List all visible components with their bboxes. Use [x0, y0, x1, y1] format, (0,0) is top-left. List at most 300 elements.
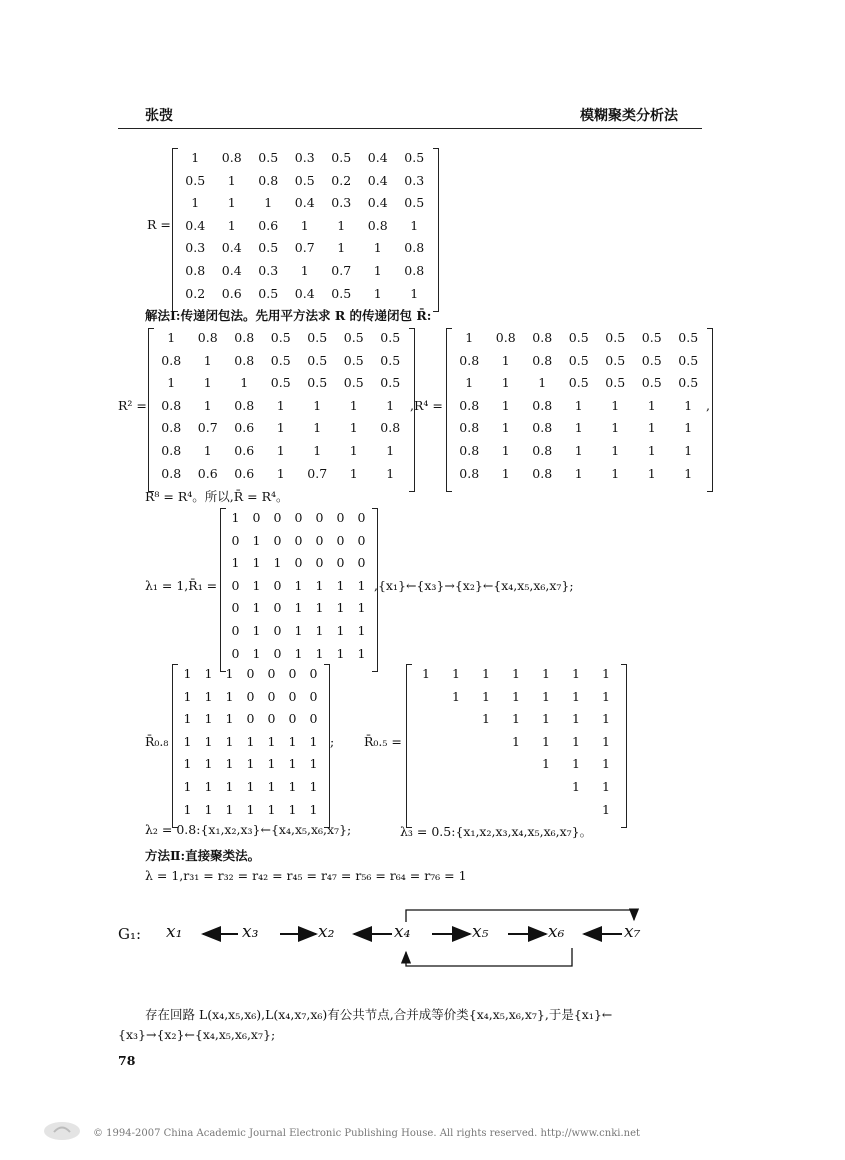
matrix-cell: 0: [231, 600, 240, 616]
matrix-R2: [148, 328, 414, 490]
matrix-cell: 1: [288, 779, 297, 794]
matrix-cell: 0: [309, 688, 318, 704]
matrix-cell: 1: [204, 756, 213, 772]
matrix-cell: 1: [183, 756, 192, 772]
matrix-cell: 1: [225, 688, 234, 704]
matrix-cell: 1: [204, 733, 213, 749]
matrix-cell: 0: [273, 600, 282, 616]
matrix-cell: 0.3: [294, 150, 315, 165]
matrix-cell: 1: [482, 711, 490, 727]
matrix-cell: 1: [267, 756, 276, 772]
footer-copyright: © 1994-2007 China Academic Journal Electronic Publishing House. All rights reserved. http://www.cnki.net: [93, 1128, 641, 1139]
matrix-cell: 1: [602, 688, 610, 704]
matrix-cell: 1: [602, 666, 610, 681]
matrix-cell: 1: [482, 688, 490, 704]
matrix-cell: 1: [294, 623, 303, 638]
matrix-cell: 1: [267, 779, 276, 794]
matrix-cell: 1: [611, 443, 620, 458]
matrix-cell: 0.5: [678, 330, 699, 345]
cnki-logo: [42, 1120, 82, 1142]
matrix-cell: 0.8: [532, 352, 553, 368]
matrix-cell: 1: [227, 172, 236, 188]
matrix-cell: 0: [231, 623, 240, 638]
matrix-cell: 0.8: [459, 397, 480, 413]
matrix-cell: 1: [276, 397, 285, 413]
matrix-R-label: R =: [147, 217, 171, 232]
matrix-cell: 0: [231, 532, 240, 548]
matrix-cell: 0.8: [532, 330, 553, 345]
matrix-cell: 0.5: [331, 150, 352, 165]
matrix-cell: 0.5: [343, 330, 364, 345]
matrix-cell: 0: [288, 666, 297, 681]
matrix-cell: 1: [267, 733, 276, 749]
matrix-cell: 1: [512, 733, 520, 749]
paragraph-line-1: 存在回路 L(x₄,x₅,x₆),L(x₄,x₇,x₆)有公共节点,合并成等价类{x₄,x₅,x₆,x₇},于是{x₁}←: [145, 1007, 613, 1022]
matrix-cell: 1: [276, 420, 285, 436]
matrix-cell: 0.5: [270, 352, 291, 368]
matrix-cell: 1: [501, 397, 510, 413]
matrix-cell: 0: [246, 688, 255, 704]
matrix-cell: 0.5: [331, 285, 352, 301]
matrix-cell: 0.8: [532, 443, 553, 458]
matrix-cell: 1: [336, 623, 345, 638]
matrix-cell: 1: [647, 420, 656, 436]
matrix-cell: 1: [300, 217, 309, 233]
matrix-cell: 1: [574, 443, 583, 458]
matrix-cell: 0.2: [185, 285, 206, 301]
matrix-cell: 1: [246, 801, 255, 817]
matrix-cell: 1: [452, 688, 460, 704]
matrix-cell: 1: [482, 666, 490, 681]
matrix-cell: 0.7: [307, 465, 328, 481]
matrix-cell: 0.8: [495, 330, 516, 345]
matrix-cell: 0.5: [404, 150, 425, 165]
lambda2-result: λ₂ = 0.8:{x₁,x₂,x₃}←{x₄,x₅,x₆,x₇};: [145, 822, 352, 837]
matrix-cell: 0.5: [605, 330, 626, 345]
matrix-cell: 1: [337, 217, 346, 233]
matrix-cell: 1: [422, 666, 430, 681]
matrix-cell: 1: [227, 217, 236, 233]
matrix-cell: 0.6: [234, 420, 255, 436]
matrix-cell: 1: [191, 195, 200, 211]
matrix-cell: 0.5: [678, 375, 699, 391]
matrix-cell: 1: [252, 645, 261, 661]
matrix-cell: 1: [267, 801, 276, 817]
matrix-cell: 0: [336, 555, 345, 571]
matrix-cell: 0.3: [185, 240, 206, 256]
matrix-cell: 0: [357, 555, 366, 571]
header-author: 张弢: [145, 108, 173, 124]
matrix-cell: 1: [167, 375, 176, 391]
matrix-cell: 0.4: [367, 195, 388, 211]
matrix-cell: 1: [315, 577, 324, 593]
matrix-cell: 0.7: [294, 240, 315, 256]
matrix-cell: 1: [501, 420, 510, 436]
matrix-cell: 1: [373, 240, 382, 256]
matrix-cell: 1: [246, 779, 255, 794]
matrix-cell: 1: [602, 801, 610, 817]
matrix-cell: 1: [183, 779, 192, 794]
matrix-cell: 1: [309, 733, 318, 749]
matrix-cell: 1: [542, 688, 550, 704]
matrix-cell: 0.8: [161, 465, 182, 481]
matrix-cell: 0: [267, 666, 276, 681]
matrix-cell: 1: [225, 779, 234, 794]
matrix-cell: 1: [294, 600, 303, 616]
matrix-cell: 0: [267, 688, 276, 704]
graph-node: x₇: [624, 922, 641, 942]
matrix-cell: 1: [572, 688, 580, 704]
lambda08-tail: ;: [330, 734, 335, 749]
matrix-cell: 0: [315, 555, 324, 571]
matrix-cell: 0.5: [307, 375, 328, 391]
matrix-cell: 0: [294, 555, 303, 571]
matrix-cell: 1: [538, 375, 547, 391]
matrix-lambda05: [406, 664, 626, 826]
matrix-cell: 0.6: [234, 443, 255, 458]
matrix-cell: 1: [225, 666, 234, 681]
matrix-cell: 0: [288, 711, 297, 727]
matrix-cell: 1: [246, 733, 255, 749]
matrix-cell: 1: [183, 733, 192, 749]
matrix-cell: 1: [572, 756, 580, 772]
matrix-cell: 0.5: [270, 375, 291, 391]
matrix-cell: 1: [602, 779, 610, 794]
matrix-cell: 0: [273, 623, 282, 638]
matrix-cell: 0.8: [161, 397, 182, 413]
matrix-cell: 1: [684, 397, 693, 413]
matrix-cell: 1: [501, 375, 510, 391]
graph-node: x₅: [472, 922, 489, 942]
matrix-cell: 1: [542, 666, 550, 681]
matrix-cell: 1: [225, 756, 234, 772]
matrix-cell: 0: [273, 577, 282, 593]
matrix-cell: 0: [357, 532, 366, 548]
matrix-cell: 1: [315, 645, 324, 661]
matrix-cell: 0: [315, 510, 324, 525]
method1-text: 解法Ⅰ:传递闭包法。先用平方法求 R 的传递闭包 R̄:: [145, 308, 432, 323]
matrix-cell: 0.6: [234, 465, 255, 481]
matrix-cell: 1: [410, 217, 419, 233]
matrix-cell: 1: [572, 711, 580, 727]
matrix-cell: 1: [252, 577, 261, 593]
matrix-cell: 1: [294, 577, 303, 593]
matrix-cell: 1: [167, 330, 176, 345]
matrix-cell: 0.5: [258, 285, 279, 301]
matrix-cell: 0.8: [380, 420, 401, 436]
matrix-cell: 0.5: [258, 240, 279, 256]
matrix-cell: 1: [501, 352, 510, 368]
matrix-cell: 1: [313, 397, 322, 413]
matrix-cell: 1: [572, 666, 580, 681]
matrix-cell: 1: [386, 465, 395, 481]
matrix-cell: 1: [684, 465, 693, 481]
matrix-lambda1: [220, 508, 377, 670]
header-rule: [118, 128, 702, 129]
matrix-cell: 1: [336, 645, 345, 661]
matrix-cell: 1: [252, 600, 261, 616]
matrix-cell: 0: [273, 532, 282, 548]
matrix-cell: 0: [246, 666, 255, 681]
matrix-cell: 1: [512, 711, 520, 727]
matrix-lambda08: [172, 664, 329, 826]
lambda1-result: ,{x₁}←{x₃}→{x₂}←{x₄,x₅,x₆,x₇};: [374, 578, 574, 593]
matrix-cell: 0.5: [185, 172, 206, 188]
matrix-cell: 1: [611, 420, 620, 436]
page-number: 78: [118, 1053, 136, 1068]
matrix-cell: 0.5: [380, 352, 401, 368]
cnki-logo-icon: [42, 1120, 82, 1142]
matrix-cell: 1: [611, 465, 620, 481]
matrix-cell: 1: [647, 465, 656, 481]
matrix-cell: 1: [203, 352, 212, 368]
matrix-cell: 0.8: [459, 352, 480, 368]
matrix-cell: 1: [315, 600, 324, 616]
edge-x6-x4: [406, 948, 572, 966]
matrix-cell: 0.6: [258, 217, 279, 233]
matrix-right-bracket: [433, 148, 439, 312]
matrix-cell: 1: [336, 600, 345, 616]
graph-node: x₁: [166, 922, 183, 942]
matrix-cell: 1: [288, 801, 297, 817]
matrix-cell: 1: [465, 375, 474, 391]
matrix-cell: 1: [465, 330, 474, 345]
matrix-cell: 1: [183, 666, 192, 681]
matrix-cell: 0.5: [568, 352, 589, 368]
matrix-cell: 0.8: [459, 443, 480, 458]
matrix-cell: 0.5: [605, 352, 626, 368]
matrix-cell: 0.5: [641, 352, 662, 368]
lambda05-label: R̄₀.₅ =: [364, 734, 402, 749]
matrix-cell: 1: [512, 688, 520, 704]
lambda08-label: R̄₀.₈: [145, 734, 169, 749]
matrix-cell: 0: [273, 510, 282, 525]
matrix-cell: 0.8: [532, 420, 553, 436]
method2-title: 方法Ⅱ:直接聚类法。: [145, 848, 261, 863]
matrix-cell: 0.4: [221, 240, 242, 256]
matrix-cell: 0: [246, 711, 255, 727]
matrix-right-bracket: [621, 664, 627, 828]
r8-text: R⁸ = R⁴。所以,R̄ = R⁴。: [145, 489, 289, 504]
matrix-cell: 1: [501, 443, 510, 458]
matrix-cell: 0: [288, 688, 297, 704]
matrix-cell: 1: [373, 285, 382, 301]
matrix-cell: 0.5: [641, 330, 662, 345]
matrix-cell: 1: [300, 263, 309, 278]
matrix-cell: 1: [337, 240, 346, 256]
matrix-cell: 0.5: [380, 375, 401, 391]
matrix-cell: 1: [349, 443, 358, 458]
matrix-cell: 0.5: [343, 352, 364, 368]
matrix-cell: 0.5: [270, 330, 291, 345]
matrix-cell: 1: [252, 555, 261, 571]
matrix-cell: 1: [574, 397, 583, 413]
matrix-cell: 0.5: [294, 172, 315, 188]
paragraph-line-2: {x₃}→{x₂}←{x₄,x₅,x₆,x₇};: [118, 1027, 276, 1042]
matrix-cell: 1: [574, 465, 583, 481]
matrix-cell: 1: [288, 733, 297, 749]
matrix-cell: 1: [183, 801, 192, 817]
matrix-cell: 1: [183, 711, 192, 727]
matrix-cell: 1: [349, 465, 358, 481]
matrix-cell: 1: [203, 375, 212, 391]
matrix-cell: 1: [225, 711, 234, 727]
matrix-cell: 1: [309, 779, 318, 794]
matrix-cell: 0.4: [294, 285, 315, 301]
matrix-cell: 1: [204, 801, 213, 817]
matrix-cell: 0: [309, 711, 318, 727]
matrix-cell: 0.4: [185, 217, 206, 233]
matrix-cell: 0.8: [161, 443, 182, 458]
matrix-cell: 1: [294, 645, 303, 661]
matrix-cell: 1: [204, 779, 213, 794]
matrix-cell: 0: [273, 645, 282, 661]
graph-node: x₂: [318, 922, 335, 942]
matrix-cell: 1: [349, 397, 358, 413]
matrix-cell: 1: [204, 688, 213, 704]
matrix-cell: 1: [602, 756, 610, 772]
matrix-cell: 1: [203, 443, 212, 458]
matrix-cell: 1: [276, 465, 285, 481]
matrix-cell: 1: [309, 756, 318, 772]
matrix-cell: 0: [315, 532, 324, 548]
matrix-cell: 0: [336, 510, 345, 525]
matrix-cell: 0.5: [605, 375, 626, 391]
matrix-cell: 1: [452, 666, 460, 681]
matrix-cell: 1: [386, 397, 395, 413]
matrix-cell: 1: [542, 756, 550, 772]
matrix-cell: 0.8: [367, 217, 388, 233]
matrix-cell: 0.5: [380, 330, 401, 345]
lambda3-result: λ₃ = 0.5:{x₁,x₂,x₃,x₄,x₅,x₆,x₇}。: [400, 824, 593, 839]
matrix-cell: 1: [240, 375, 249, 391]
matrix-cell: 0.8: [234, 352, 255, 368]
matrix-R4-label: ,R⁴ =: [410, 398, 443, 413]
matrix-cell: 0.4: [294, 195, 315, 211]
matrix-cell: 1: [252, 623, 261, 638]
matrix-cell: 0.4: [221, 263, 242, 278]
lambda1-label: λ₁ = 1,R̄₁ =: [145, 578, 218, 593]
method2-equation: λ = 1,r₃₁ = r₃₂ = r₄₂ = r₄₅ = r₄₇ = r₅₆ = r₆₄ = r₇₆ = 1: [145, 868, 467, 883]
matrix-cell: 0.8: [234, 330, 255, 345]
matrix-cell: 1: [684, 443, 693, 458]
matrix-cell: 1: [264, 195, 273, 211]
matrix-cell: 0.4: [367, 150, 388, 165]
matrix-cell: 0: [231, 645, 240, 661]
matrix-cell: 0.5: [678, 352, 699, 368]
graph-node: x₃: [242, 922, 259, 942]
matrix-cell: 1: [225, 733, 234, 749]
matrix-cell: 0.8: [221, 150, 242, 165]
matrix-cell: 0.5: [307, 330, 328, 345]
matrix-cell: 0.2: [331, 172, 352, 188]
matrix-cell: 1: [313, 443, 322, 458]
matrix-cell: 0: [357, 510, 366, 525]
matrix-cell: 0.6: [197, 465, 218, 481]
matrix-cell: 1: [647, 443, 656, 458]
matrix-cell: 0.3: [331, 195, 352, 211]
matrix-cell: 1: [276, 443, 285, 458]
matrix-cell: 0.8: [234, 397, 255, 413]
matrix-cell: 1: [410, 285, 419, 301]
matrix-cell: 1: [542, 711, 550, 727]
matrix-cell: 0.5: [307, 352, 328, 368]
matrix-cell: 0.5: [258, 150, 279, 165]
graph-node: x₄: [394, 922, 411, 942]
matrix-cell: 1: [357, 600, 366, 616]
matrix-cell: 0: [336, 532, 345, 548]
matrix-cell: 1: [336, 577, 345, 593]
matrix-cell: 1: [373, 263, 382, 278]
matrix-cell: 0.5: [343, 375, 364, 391]
matrix-cell: 0.8: [185, 263, 206, 278]
matrix-cell: 1: [183, 688, 192, 704]
matrix-cell: 0.8: [258, 172, 279, 188]
matrix-cell: 0.5: [568, 375, 589, 391]
matrix-cell: 0.4: [367, 172, 388, 188]
matrix-R4-tail: ,: [706, 398, 710, 413]
matrix-cell: 0.5: [404, 195, 425, 211]
matrix-cell: 0.8: [532, 397, 553, 413]
matrix-cell: 1: [602, 711, 610, 727]
matrix-R: [172, 148, 438, 310]
matrix-cell: 1: [288, 756, 297, 772]
matrix-cell: 1: [386, 443, 395, 458]
matrix-cell: 0.8: [404, 240, 425, 256]
matrix-cell: 1: [203, 397, 212, 413]
matrix-cell: 1: [191, 150, 200, 165]
matrix-cell: 1: [252, 532, 261, 548]
matrix-cell: 0.3: [258, 263, 279, 278]
matrix-cell: 1: [273, 555, 282, 571]
matrix-cell: 1: [572, 779, 580, 794]
edge-x4-x7: [406, 910, 634, 922]
matrix-cell: 0: [252, 510, 261, 525]
matrix-cell: 0.7: [331, 263, 352, 278]
matrix-cell: 1: [227, 195, 236, 211]
matrix-cell: 1: [647, 397, 656, 413]
matrix-cell: 1: [315, 623, 324, 638]
matrix-cell: 1: [246, 756, 255, 772]
matrix-cell: 1: [501, 465, 510, 481]
matrix-cell: 0.3: [404, 172, 425, 188]
matrix-cell: 0.8: [459, 420, 480, 436]
matrix-cell: 1: [309, 801, 318, 817]
matrix-cell: 0.8: [459, 465, 480, 481]
matrix-cell: 0: [267, 711, 276, 727]
matrix-cell: 1: [602, 733, 610, 749]
matrix-cell: 0.5: [641, 375, 662, 391]
matrix-left-bracket: [406, 664, 412, 828]
matrix-cell: 0: [294, 532, 303, 548]
matrix-cell: 1: [512, 666, 520, 681]
matrix-cell: 0: [294, 510, 303, 525]
header-title: 模糊聚类分析法: [580, 108, 678, 124]
matrix-cell: 1: [357, 577, 366, 593]
matrix-cell: 0.8: [161, 420, 182, 436]
matrix-cell: 1: [231, 510, 240, 525]
matrix-cell: 1: [225, 801, 234, 817]
matrix-cell: 1: [349, 420, 358, 436]
matrix-cell: 0.8: [532, 465, 553, 481]
matrix-cell: 1: [231, 555, 240, 571]
matrix-cell: 1: [313, 420, 322, 436]
matrix-cell: 0.6: [221, 285, 242, 301]
matrix-R4: [446, 328, 712, 490]
matrix-cell: 1: [542, 733, 550, 749]
graph-node: x₆: [548, 922, 565, 942]
matrix-R2-label: R² =: [118, 398, 147, 413]
